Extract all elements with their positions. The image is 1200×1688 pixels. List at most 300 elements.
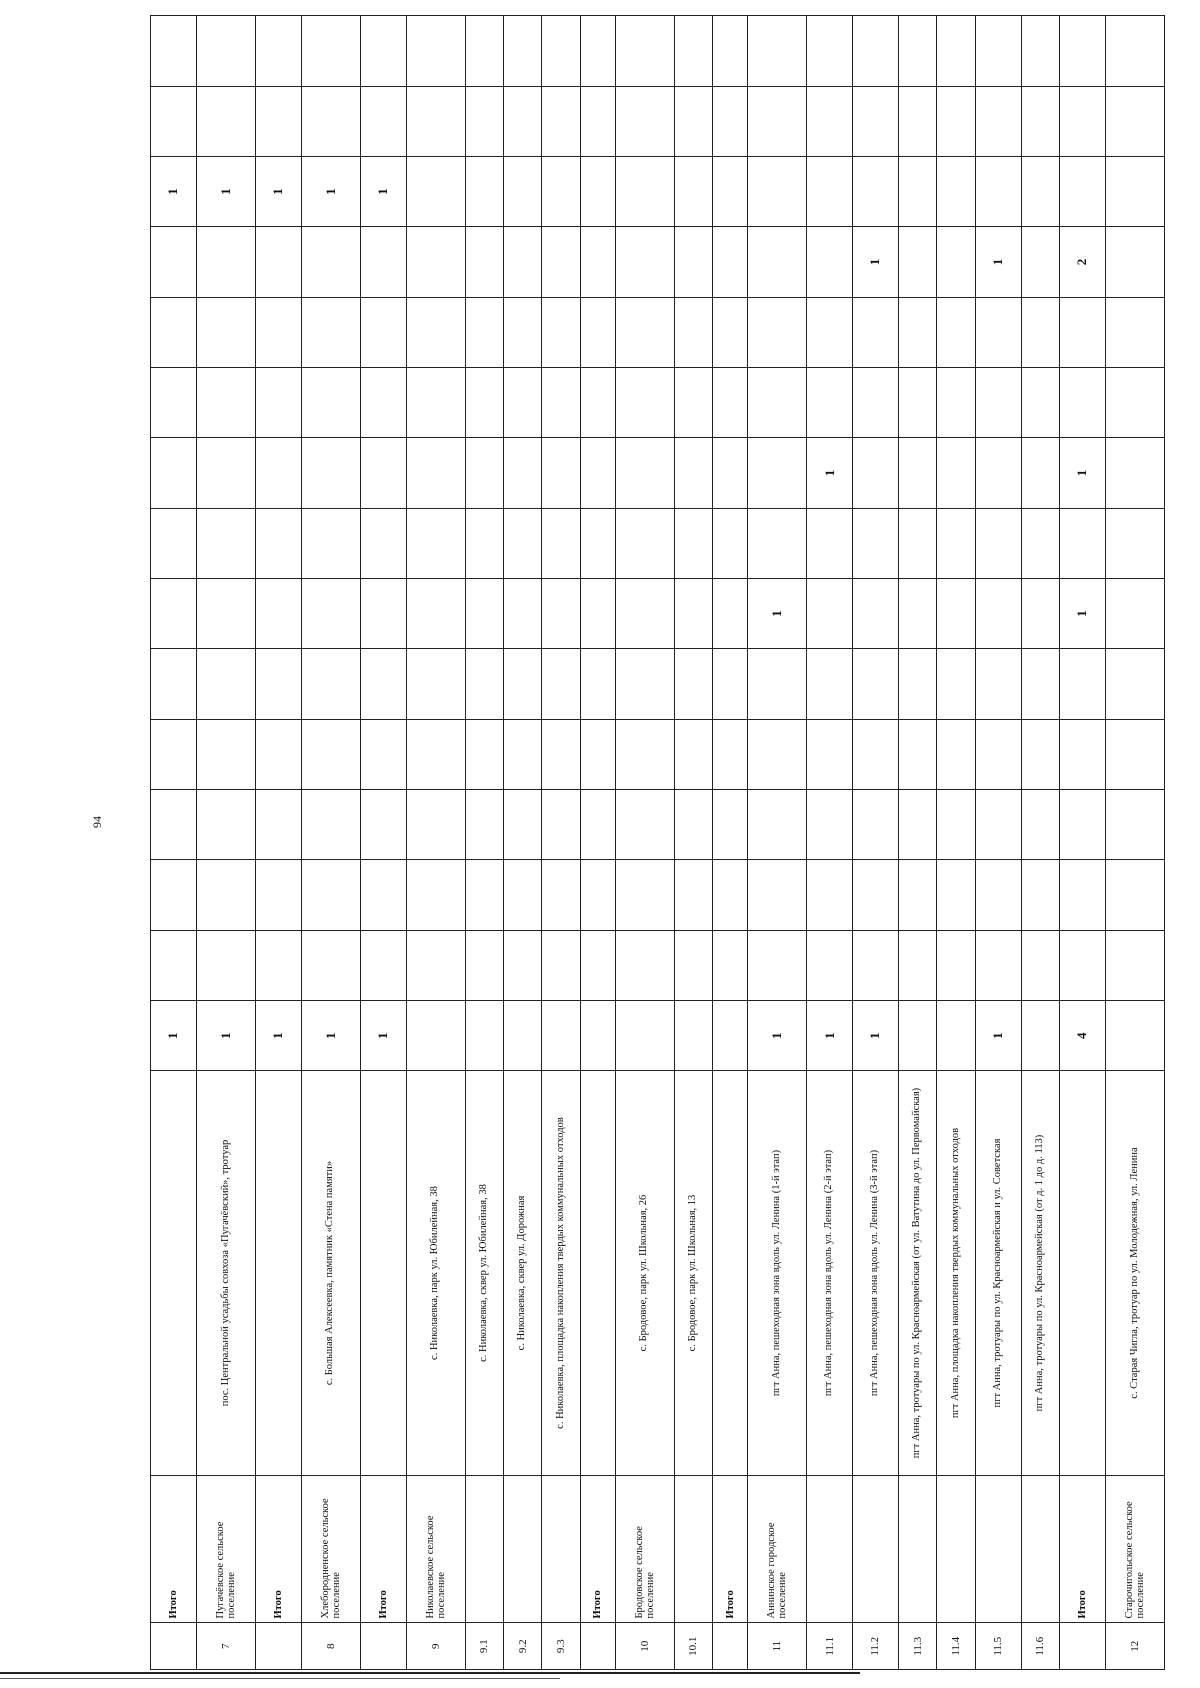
object-cell: с. Николаевка, сквер ул. Юбилейная, 38 xyxy=(465,1071,503,1475)
value-cell xyxy=(975,790,1021,860)
value-cell xyxy=(674,790,712,860)
value-cell xyxy=(713,860,748,930)
report-table-body xyxy=(151,16,1165,1670)
value-cell xyxy=(615,367,674,437)
object-cell xyxy=(151,1071,197,1475)
value-cell: 1 xyxy=(807,1001,853,1071)
value-cell xyxy=(196,297,255,367)
object-cell: с. Большая Алексеевка, памятник «Стена памяти» xyxy=(301,1071,360,1475)
settlement-cell xyxy=(1021,1475,1059,1623)
value-cell xyxy=(748,860,807,930)
row-number-cell xyxy=(255,1623,301,1670)
row-number-cell xyxy=(1060,1623,1106,1670)
settlement-cell: Итого xyxy=(1060,1475,1106,1623)
value-cell xyxy=(674,860,712,930)
value-cell xyxy=(1021,578,1059,648)
value-cell xyxy=(898,156,936,226)
table-row xyxy=(898,16,936,1670)
value-cell xyxy=(196,578,255,648)
value-cell xyxy=(748,297,807,367)
value-cell xyxy=(580,508,615,578)
value-cell xyxy=(406,438,465,508)
value-cell xyxy=(1105,508,1164,578)
value-cell xyxy=(542,930,580,1000)
value-cell xyxy=(301,16,360,87)
row-number-cell: 9.3 xyxy=(542,1623,580,1670)
value-cell xyxy=(1105,578,1164,648)
value-cell xyxy=(807,86,853,156)
object-cell: пос. Центральной усадьбы совхоза «Пугачёвский», тротуар xyxy=(196,1071,255,1475)
value-cell xyxy=(1105,86,1164,156)
value-cell xyxy=(615,438,674,508)
row-number-cell xyxy=(580,1623,615,1670)
settlement-cell xyxy=(504,1475,542,1623)
value-cell xyxy=(255,16,301,87)
value-cell xyxy=(898,790,936,860)
table-row xyxy=(1105,16,1164,1670)
value-cell xyxy=(406,86,465,156)
value-cell xyxy=(255,719,301,789)
value-cell xyxy=(580,297,615,367)
value-cell xyxy=(504,156,542,226)
value-cell xyxy=(542,719,580,789)
value-cell xyxy=(255,86,301,156)
settlement-cell: Итого xyxy=(255,1475,301,1623)
value-cell xyxy=(301,297,360,367)
value-cell: 2 xyxy=(1060,227,1106,297)
value-cell xyxy=(898,367,936,437)
row-number-cell: 9 xyxy=(406,1623,465,1670)
value-cell xyxy=(674,227,712,297)
value-cell xyxy=(151,227,197,297)
value-cell xyxy=(975,297,1021,367)
value-cell xyxy=(615,16,674,87)
value-cell xyxy=(1021,508,1059,578)
total-row xyxy=(360,16,406,1670)
value-cell xyxy=(748,438,807,508)
value-cell xyxy=(748,16,807,87)
row-number-cell: 11.1 xyxy=(807,1623,853,1670)
row-number-cell: 11.3 xyxy=(898,1623,936,1670)
settlement-cell xyxy=(674,1475,712,1623)
value-cell xyxy=(615,719,674,789)
value-cell xyxy=(807,649,853,719)
value-cell xyxy=(1021,860,1059,930)
value-cell xyxy=(301,227,360,297)
value-cell xyxy=(1021,1001,1059,1071)
value-cell xyxy=(807,16,853,87)
value-cell: 1 xyxy=(151,1001,197,1071)
value-cell xyxy=(360,860,406,930)
value-cell xyxy=(937,790,975,860)
value-cell xyxy=(542,649,580,719)
value-cell xyxy=(301,930,360,1000)
value-cell xyxy=(807,930,853,1000)
value-cell xyxy=(807,156,853,226)
value-cell xyxy=(151,578,197,648)
value-cell xyxy=(1105,649,1164,719)
settlement-cell: Пугачёвское сельское поселение xyxy=(196,1475,255,1623)
value-cell: 1 xyxy=(196,156,255,226)
value-cell xyxy=(504,860,542,930)
value-cell xyxy=(151,649,197,719)
value-cell xyxy=(504,297,542,367)
value-cell xyxy=(615,1001,674,1071)
value-cell xyxy=(580,438,615,508)
value-cell xyxy=(504,1001,542,1071)
value-cell xyxy=(937,719,975,789)
value-cell xyxy=(898,860,936,930)
value-cell xyxy=(465,297,503,367)
value-cell xyxy=(406,1001,465,1071)
value-cell xyxy=(615,227,674,297)
value-cell: 1 xyxy=(301,1001,360,1071)
object-cell: пгт Анна, пешеходная зона вдоль ул. Ленина (2-й этап) xyxy=(807,1071,853,1475)
table-row xyxy=(853,16,899,1670)
value-cell xyxy=(360,367,406,437)
value-cell xyxy=(255,649,301,719)
object-cell xyxy=(1060,1071,1106,1475)
settlement-cell: Итого xyxy=(151,1475,197,1623)
value-cell: 1 xyxy=(151,156,197,226)
value-cell xyxy=(853,860,899,930)
value-cell xyxy=(674,156,712,226)
value-cell xyxy=(898,438,936,508)
value-cell xyxy=(580,16,615,87)
bottom-divider xyxy=(0,1672,860,1674)
value-cell xyxy=(504,649,542,719)
value-cell xyxy=(975,156,1021,226)
value-cell xyxy=(542,438,580,508)
object-cell: с. Старая Чигла, тротуар по ул. Молодежная, ул. Ленина xyxy=(1105,1071,1164,1475)
row-number-cell: 11.2 xyxy=(853,1623,899,1670)
value-cell xyxy=(807,719,853,789)
value-cell xyxy=(542,367,580,437)
value-cell xyxy=(1060,156,1106,226)
value-cell xyxy=(975,649,1021,719)
value-cell: 1 xyxy=(196,1001,255,1071)
value-cell xyxy=(1060,719,1106,789)
value-cell xyxy=(713,578,748,648)
settlement-cell xyxy=(465,1475,503,1623)
value-cell xyxy=(301,719,360,789)
value-cell xyxy=(196,438,255,508)
table-row xyxy=(196,16,255,1670)
value-cell xyxy=(151,719,197,789)
value-cell xyxy=(1021,156,1059,226)
row-number-cell xyxy=(713,1623,748,1670)
value-cell xyxy=(674,1001,712,1071)
value-cell xyxy=(465,156,503,226)
value-cell xyxy=(196,508,255,578)
value-cell xyxy=(615,930,674,1000)
value-cell xyxy=(151,16,197,87)
row-number-cell: 11 xyxy=(748,1623,807,1670)
settlement-cell: Бродовское сельское поселение xyxy=(615,1475,674,1623)
settlement-cell: Николаевское сельское поселение xyxy=(406,1475,465,1623)
value-cell xyxy=(898,86,936,156)
value-cell xyxy=(713,227,748,297)
value-cell xyxy=(406,649,465,719)
value-cell xyxy=(580,649,615,719)
value-cell xyxy=(1060,297,1106,367)
table-row xyxy=(542,16,580,1670)
value-cell xyxy=(1021,297,1059,367)
table-row xyxy=(1021,16,1059,1670)
value-cell xyxy=(504,508,542,578)
row-number-cell: 11.5 xyxy=(975,1623,1021,1670)
row-number-cell: 9.2 xyxy=(504,1623,542,1670)
row-number-cell: 10 xyxy=(615,1623,674,1670)
value-cell xyxy=(196,86,255,156)
value-cell xyxy=(674,719,712,789)
settlement-cell xyxy=(807,1475,853,1623)
settlement-cell xyxy=(542,1475,580,1623)
total-row xyxy=(255,16,301,1670)
value-cell xyxy=(301,86,360,156)
value-cell xyxy=(465,1001,503,1071)
value-cell xyxy=(853,367,899,437)
value-cell xyxy=(465,227,503,297)
value-cell xyxy=(937,578,975,648)
value-cell xyxy=(196,930,255,1000)
value-cell xyxy=(465,790,503,860)
value-cell xyxy=(360,16,406,87)
value-cell xyxy=(542,297,580,367)
settlement-cell: Аннинское городское поселение xyxy=(748,1475,807,1623)
object-cell: пгт Анна, тротуары по ул. Красноармейская и ул. Советская xyxy=(975,1071,1021,1475)
value-cell xyxy=(406,156,465,226)
value-cell xyxy=(301,508,360,578)
settlement-cell: Итого xyxy=(713,1475,748,1623)
value-cell xyxy=(542,1001,580,1071)
value-cell xyxy=(1105,860,1164,930)
value-cell: 1 xyxy=(1060,438,1106,508)
value-cell xyxy=(360,719,406,789)
value-cell xyxy=(255,930,301,1000)
value-cell xyxy=(255,297,301,367)
row-number-cell: 10.1 xyxy=(674,1623,712,1670)
object-cell: пгт Анна, площадка накопления твердых коммунальных отходов xyxy=(937,1071,975,1475)
value-cell xyxy=(713,930,748,1000)
value-cell xyxy=(504,86,542,156)
value-cell xyxy=(975,578,1021,648)
value-cell xyxy=(301,578,360,648)
value-cell xyxy=(360,297,406,367)
value-cell xyxy=(542,227,580,297)
value-cell xyxy=(301,438,360,508)
value-cell xyxy=(580,860,615,930)
value-cell xyxy=(713,719,748,789)
object-cell xyxy=(713,1071,748,1475)
value-cell xyxy=(465,649,503,719)
object-cell: с. Николаевка, площадка накопления твердых коммунальных отходов xyxy=(542,1071,580,1475)
value-cell xyxy=(1060,16,1106,87)
value-cell xyxy=(937,1001,975,1071)
table-row xyxy=(615,16,674,1670)
value-cell xyxy=(674,438,712,508)
value-cell xyxy=(748,930,807,1000)
table-row xyxy=(807,16,853,1670)
object-cell xyxy=(580,1071,615,1475)
value-cell xyxy=(674,649,712,719)
value-cell: 1 xyxy=(853,1001,899,1071)
value-cell xyxy=(360,578,406,648)
value-cell: 1 xyxy=(255,156,301,226)
value-cell xyxy=(1060,86,1106,156)
total-row xyxy=(580,16,615,1670)
value-cell xyxy=(504,790,542,860)
value-cell: 4 xyxy=(1060,1001,1106,1071)
value-cell xyxy=(713,16,748,87)
row-number-cell: 9.1 xyxy=(465,1623,503,1670)
value-cell xyxy=(674,16,712,87)
value-cell xyxy=(615,860,674,930)
value-cell xyxy=(580,156,615,226)
value-cell xyxy=(1021,227,1059,297)
settlement-cell xyxy=(898,1475,936,1623)
value-cell xyxy=(151,930,197,1000)
value-cell xyxy=(853,86,899,156)
value-cell xyxy=(937,930,975,1000)
value-cell xyxy=(255,578,301,648)
value-cell xyxy=(898,227,936,297)
value-cell xyxy=(853,719,899,789)
value-cell xyxy=(674,367,712,437)
value-cell xyxy=(255,227,301,297)
value-cell xyxy=(542,578,580,648)
value-cell xyxy=(1060,930,1106,1000)
value-cell xyxy=(898,297,936,367)
value-cell xyxy=(406,227,465,297)
value-cell xyxy=(196,16,255,87)
object-cell xyxy=(255,1071,301,1475)
value-cell xyxy=(1021,930,1059,1000)
value-cell xyxy=(580,1001,615,1071)
value-cell xyxy=(713,508,748,578)
value-cell xyxy=(360,930,406,1000)
value-cell xyxy=(151,860,197,930)
value-cell xyxy=(674,930,712,1000)
value-cell xyxy=(196,367,255,437)
value-cell xyxy=(360,508,406,578)
value-cell xyxy=(301,860,360,930)
total-row xyxy=(151,16,197,1670)
value-cell xyxy=(748,227,807,297)
value-cell xyxy=(1105,1001,1164,1071)
object-cell: с. Бродовое, парк ул. Школьная, 13 xyxy=(674,1071,712,1475)
value-cell xyxy=(465,86,503,156)
value-cell xyxy=(504,930,542,1000)
object-cell: пгт Анна, тротуары по ул. Красноармейская (от д. 1 до д. 113) xyxy=(1021,1071,1059,1475)
value-cell xyxy=(504,438,542,508)
object-cell xyxy=(360,1071,406,1475)
value-cell xyxy=(748,508,807,578)
value-cell xyxy=(406,578,465,648)
object-cell: пгт Анна, тротуары по ул. Красноармейская (от ул. Ватутина до ул. Первомайская) xyxy=(898,1071,936,1475)
value-cell xyxy=(406,508,465,578)
value-cell xyxy=(937,297,975,367)
value-cell xyxy=(406,297,465,367)
value-cell xyxy=(1105,16,1164,87)
value-cell xyxy=(1105,297,1164,367)
value-cell xyxy=(975,508,1021,578)
value-cell xyxy=(853,578,899,648)
value-cell xyxy=(1021,16,1059,87)
value-cell xyxy=(615,508,674,578)
value-cell xyxy=(898,578,936,648)
value-cell: 1 xyxy=(301,156,360,226)
object-cell: с. Бродовое, парк ул. Школьная, 26 xyxy=(615,1071,674,1475)
value-cell xyxy=(1060,367,1106,437)
value-cell xyxy=(674,297,712,367)
value-cell xyxy=(406,16,465,87)
table-row xyxy=(301,16,360,1670)
object-cell: пгт Анна, пешеходная зона вдоль ул. Ленина (3-й этап) xyxy=(853,1071,899,1475)
value-cell xyxy=(898,930,936,1000)
table-row xyxy=(975,16,1021,1670)
value-cell xyxy=(1021,438,1059,508)
value-cell xyxy=(504,367,542,437)
value-cell xyxy=(853,649,899,719)
value-cell xyxy=(713,1001,748,1071)
value-cell: 1 xyxy=(975,227,1021,297)
value-cell xyxy=(748,719,807,789)
value-cell xyxy=(465,438,503,508)
settlement-cell xyxy=(853,1475,899,1623)
value-cell: 1 xyxy=(975,1001,1021,1071)
value-cell xyxy=(1105,367,1164,437)
value-cell xyxy=(151,367,197,437)
value-cell xyxy=(615,86,674,156)
value-cell xyxy=(615,297,674,367)
value-cell xyxy=(542,16,580,87)
value-cell: 1 xyxy=(255,1001,301,1071)
value-cell xyxy=(713,438,748,508)
value-cell xyxy=(975,438,1021,508)
value-cell xyxy=(301,790,360,860)
value-cell xyxy=(255,367,301,437)
value-cell xyxy=(807,860,853,930)
table-row xyxy=(937,16,975,1670)
value-cell xyxy=(255,860,301,930)
value-cell xyxy=(580,86,615,156)
value-cell xyxy=(151,438,197,508)
value-cell xyxy=(151,790,197,860)
value-cell xyxy=(1105,227,1164,297)
value-cell xyxy=(975,860,1021,930)
value-cell xyxy=(937,438,975,508)
value-cell xyxy=(151,508,197,578)
value-cell xyxy=(853,297,899,367)
value-cell xyxy=(542,860,580,930)
row-number-cell: 8 xyxy=(301,1623,360,1670)
value-cell xyxy=(580,578,615,648)
value-cell xyxy=(674,578,712,648)
value-cell xyxy=(406,860,465,930)
value-cell xyxy=(713,297,748,367)
value-cell xyxy=(360,790,406,860)
value-cell xyxy=(196,227,255,297)
value-cell: 1 xyxy=(748,1001,807,1071)
value-cell xyxy=(713,649,748,719)
value-cell xyxy=(1060,649,1106,719)
value-cell xyxy=(674,508,712,578)
value-cell xyxy=(360,649,406,719)
value-cell xyxy=(196,860,255,930)
object-cell: с. Николаевка, сквер ул. Дорожная xyxy=(504,1071,542,1475)
row-number-cell: 11.4 xyxy=(937,1623,975,1670)
